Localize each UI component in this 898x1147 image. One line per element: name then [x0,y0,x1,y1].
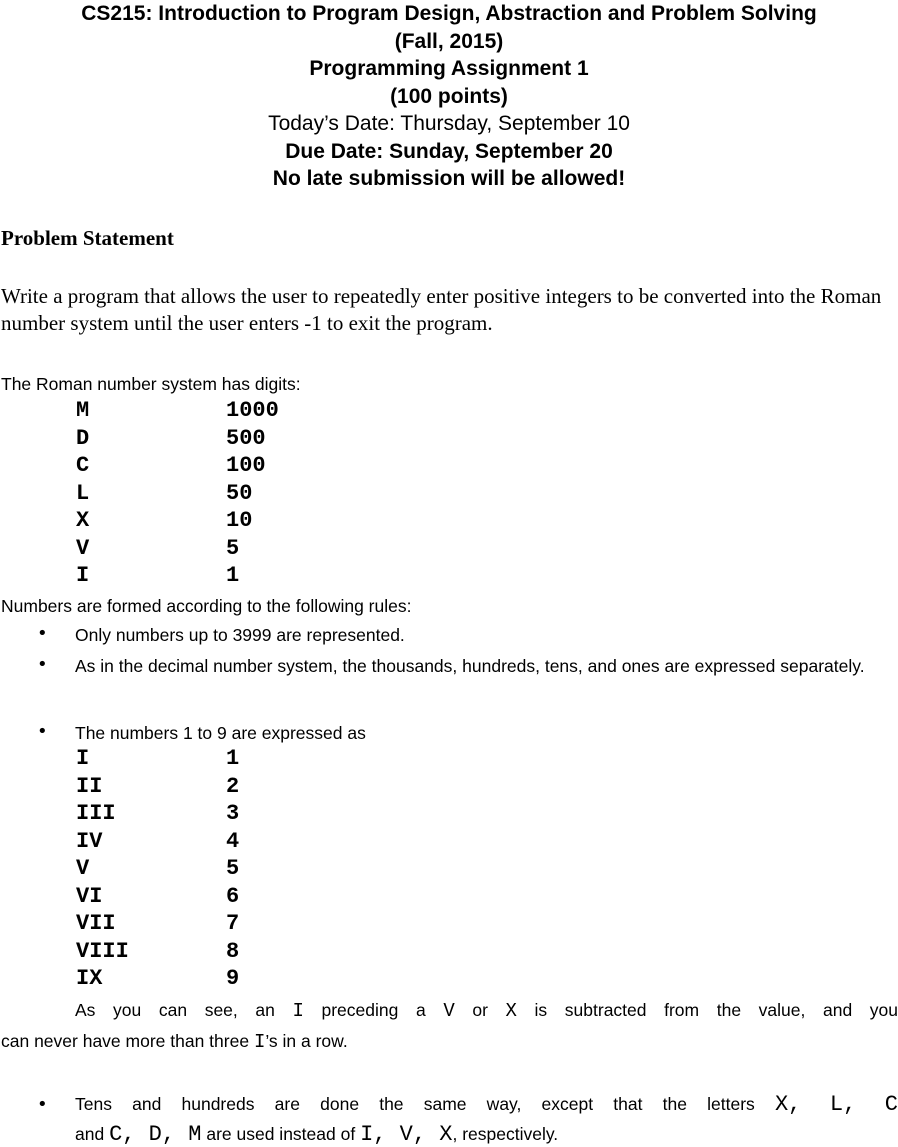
note-text: ’s in a row. [265,1031,348,1051]
bullet-icon: • [37,721,48,742]
digit-value: 10 [226,508,253,533]
bullet-icon: • [37,1094,48,1115]
ones-symbol: III [76,801,116,826]
digit-symbol: D [76,425,90,451]
ones-symbol: II [76,773,103,799]
problem-statement-heading: Problem Statement [1,226,174,250]
digit-symbol: M [76,398,90,423]
rule-tens-hundreds-line1 [75,1092,898,1117]
note-text: is subtracted from the value, and you [516,1000,898,1020]
digit-symbol: X [76,508,90,533]
rule4-text: and [75,1124,110,1144]
due-date: Due Date: Sunday, September 20 [285,139,613,163]
todays-date: Today’s Date: Thursday, September 10 [268,112,630,135]
digit-symbol: C [76,453,90,478]
rule-separate-places: As in the decimal number system, the thousands, hundreds, tens, and ones are expressed separately. [75,656,865,676]
digit-symbol: V [76,535,90,561]
note-code-v: V [443,1000,455,1022]
digit-value: 50 [226,480,253,506]
subtraction-note-line2 [1,1029,348,1054]
ones-value: 4 [226,828,240,854]
late-policy: No late submission will be allowed! [272,167,626,190]
note-text: can never have more than three [1,1031,254,1051]
subtraction-note-line1 [75,998,898,1023]
assignment-title: Programming Assignment 1 [309,57,589,80]
note-text: As you can see, an [75,1000,293,1020]
document-header [0,0,898,193]
ones-value: 2 [226,773,240,799]
rule-tens-hundreds-line2 [75,1122,558,1147]
ones-symbol: VI [76,883,103,909]
rule4-text: are used instead of [201,1124,361,1144]
ones-value: 7 [226,911,240,936]
ones-symbol: IX [76,966,103,991]
digit-value: 500 [226,425,266,451]
rule4-code-ivx: I, V, X [360,1122,453,1147]
digit-value: 1 [226,563,240,588]
ones-symbol: VIII [76,938,129,964]
bullet-icon: • [37,623,48,644]
note-code-i: I [292,1000,304,1022]
digit-value: 1000 [226,398,279,423]
ones-value: 8 [226,938,240,964]
bullet-icon: • [37,654,48,675]
rule-max-number: Only numbers up to 3999 are represented. [75,625,405,645]
rule4-code-xlc: X, L, C [774,1092,898,1117]
ones-symbol: V [76,856,90,881]
ones-value: 5 [226,856,240,881]
rules-intro: Numbers are formed according to the following rules: [1,596,412,616]
note-code-x: X [505,1000,517,1022]
ones-symbol: IV [76,828,103,854]
rule-ones-intro: The numbers 1 to 9 are expressed as [75,723,366,743]
rule4-code-cdm: C, D, M [109,1122,202,1147]
rule4-text: , respectively. [452,1124,559,1144]
ones-symbol: I [76,746,90,771]
problem-statement-text: Write a program that allows the user to repeatedly enter positive integers to be converted into the Roman number system until the user enters -1 to exit the program. [1,284,882,335]
course-title: CS215: Introduction to Program Design, Abstraction and Problem Solving [81,2,817,25]
course-term: (Fall, 2015) [394,29,504,53]
digit-value: 100 [226,453,266,478]
digit-symbol: I [76,563,90,588]
ones-symbol: VII [76,911,116,936]
ones-value: 6 [226,883,240,909]
note-code-i: I [253,1031,266,1053]
digits-intro: The Roman number system has digits: [1,374,301,394]
rule4-text: Tens and hundreds are done the same way, except that the letters [75,1094,775,1114]
assignment-points: (100 points) [390,84,508,108]
note-text: preceding a [303,1000,444,1020]
digit-value: 5 [226,535,240,561]
ones-value: 1 [226,746,240,771]
ones-value: 3 [226,801,240,826]
note-text: or [454,1000,506,1020]
digit-symbol: L [76,480,90,506]
ones-value: 9 [226,966,240,991]
